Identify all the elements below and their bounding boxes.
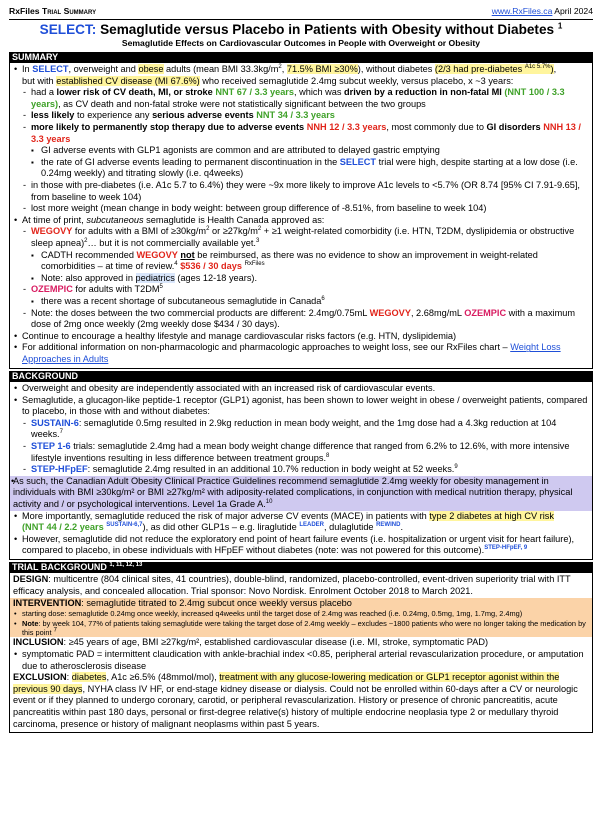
summary-sub-cv-risk: - had a lower risk of CV death, MI, or stroke NNT 67 / 3.3 years, which was driven by a reduction in non-fatal MI (NNT 100 / 3.3 years), as CV death and non-fatal stroke were not statistically significant between the two groups xyxy=(13,87,589,110)
summary-shortage: ▪ there was a recent shortage of subcutaneous semaglutide in Canada$^6$ xyxy=(13,296,589,308)
summary-bullet-approval: • At time of print, subcutaneous semaglutide is Health Canada approved as: xyxy=(13,215,589,227)
summary-wegovy: - WEGOVY for adults with a BMI of $\ge 30kg/m^2$ or $\ge 27kg/m^2 + \ge 1$ weight-related comorbidity (i.e. HTN, T2DM, dyslipidemia or obstructive sleep apnea)$^2$… but it is not commercially available yet.$^3$ xyxy=(13,226,589,249)
website-link[interactable]: www.RxFiles.ca xyxy=(491,6,553,16)
document-page xyxy=(9,0,593,733)
background-bullet-semaglutide: • Semaglutide, a glucagon-like peptide-1 receptor (GLP1) agonist, has been shown to lower weight in obese / overweight patients, compared to placebo, in those with and without diabetes: xyxy=(13,395,589,418)
summary-sub-discontinue: - more likely to permanently stop therapy due to adverse events NNH 12 / 3.3 years, most commonly due to GI disorders NNH 13 / 3.3 years xyxy=(13,122,589,145)
background-hfpef: - STEP-HFpEF: semaglutide 2.4mg resulted in an additional 10.7% reduction in body weight at 52 weeks.$^9$ xyxy=(13,464,589,476)
background-step: - STEP 1-6 trials: semaglutide 2.4mg had a mean body weight change difference that ranged from 6.2% to 12.6%, with more intensive lifestyle inventions resulting in less difference between treatment groups.$^8$ xyxy=(13,441,589,464)
page-subtitle: Semaglutide Effects on Cardiovascular Outcomes in People with Overweight or Obesity xyxy=(121,37,481,48)
background-bullet-risk: • Overweight and obesity are independently associated with an increased risk of cardiovascular events. xyxy=(13,383,589,395)
background-guideline: • As such, the Canadian Adult Obesity Clinical Practice Guidelines recommend semaglutide 2.4mg weekly for obesity management in individuals with BMI ≥30kg/m² or BMI ≥27kg/m² with adiposity-related complications, in conjunction with medical nutrition therapy, physical activity and / or psychological interventions. Level 1a Grade A.$^{10}$ xyxy=(10,476,592,511)
trial-inclusion: INCLUSION: ≥45 years of age, BMI ≥27kg/m², established cardiovascular disease (i.e. MI, stroke, symptomatic PAD) xyxy=(13,637,489,648)
summary-bullet-select: • In SELECT, overweight and obese adults (mean BMI $33.3kg/m^2$, 71.5% BMI ≥30%), without diabetes (2/3 had pre-diabetes $^{A1c 5.7\%}$), but with established CV disease (MI 67.6%) who received semaglutide 2.4mg subcut weekly, versus placebo, x ~3 years: xyxy=(13,64,589,87)
summary-heading: SUMMARY xyxy=(9,52,593,64)
summary-gi-note: ▪ GI adverse events with GLP1 agonists are common and are attributed to delayed gastric emptying xyxy=(13,145,589,157)
intervention-titration: • starting dose: semaglutide 0.24mg once weekly, increased q4weeks until the target dose of 2.4mg was reached (i.e. 0.24mg, 0.5mg, 1mg, 1.7mg, 2.4mg) xyxy=(13,609,589,618)
summary-bullet-lifestyle: • Continue to encourage a healthy lifestyle and manage cardiovascular risks factors (e.g. HTN, dyslipidemia) xyxy=(13,331,589,343)
background-heading: BACKGROUND xyxy=(9,371,593,383)
intervention-note: • Note: by week 104, 77% of patients taking semaglutide were taking the target dose of 2.4mg weekly – excludes ~1800 patients who were no longer taking the medication by this point $^7$ xyxy=(13,619,589,638)
trial-heading: TRIAL BACKGROUND $^{1, 11, 12, 13}$ xyxy=(9,562,593,574)
summary-sub-weight: - lost more weight (mean change in body weight: between group difference of -8.51%, from baseline to week 104) xyxy=(13,203,589,215)
trial-design: DESIGN: multicentre (804 clinical sites, 41 countries), double-blind, randomized, placebo-controlled, event-driven superiority trial with ITT efficacy analysis, and concealed allocation. Trial sponsor: Novo Nordisk. Enrolment October 2018 to March 2021. xyxy=(13,574,571,597)
summary-ozempic: - OZEMPIC for adults with $T2DM^5$ xyxy=(13,284,589,296)
background-section xyxy=(9,382,593,560)
summary-pediatrics: ▪ Note: also approved in pediatrics (ages 12-18 years). xyxy=(13,273,589,285)
summary-bullet-link: • For additional information on non-pharmacologic and pharmacologic approaches to weight loss, see our RxFiles chart – Weight Loss Approaches in Adults xyxy=(13,342,589,365)
inclusion-pad: • symptomatic PAD = intermittent claudication with ankle-brachial index <0.85, peripheral arterial revascularization procedure, or amputation due to atherosclerosis disease xyxy=(13,649,589,672)
summary-sub-sae: - less likely to experience any serious adverse events NNT 34 / 3.3 years xyxy=(13,110,589,122)
summary-cadth: ▪ CADTH recommended WEGOVY not be reimbursed, as there was no evidence to show an improvement in weight-related comorbidities – at time of review.$^4$ $536 / 30 days $^{RxFiles}$ xyxy=(13,250,589,273)
summary-doses: - Note: the doses between the two commercial products are different: 2.4mg/0.75mL WEGOVY, 2.68mg/mL OZEMPIC with a maximum dose of 2mg once weekly (2mg weekly dose $434 / 30 days). xyxy=(13,308,589,331)
header-right xyxy=(492,6,593,18)
page-title: SELECT: Semaglutide versus Placebo in Patients with Obesity without Diabetes $^1$ xyxy=(39,21,563,37)
background-hf: • However, semaglutide did not reduce the exploratory end point of heart failure events (i.e. hospitalization or urgent visit for heart failure), compared to placebo, in obese individuals with HFpEF without diabetes (note: was not powered for this outcome).$^{STEP-HFpEF, 9}$ xyxy=(13,534,589,557)
brand: RxFiles Trial Summary xyxy=(9,6,97,16)
weight-loss-chart-link[interactable]: Weight Loss Approaches in Adults xyxy=(22,342,561,364)
background-mace: • More importantly, semaglutide reduced the risk of major adverse CV events (MACE) in patients with type 2 diabetes at high CV risk (NNT 44 / 2.2 years $^{SUSTAIN-6,7}$), as did other GLP1s – e.g. liraglutide $^{LEADER}$, dulaglutide $^{REWIND}$. xyxy=(13,511,589,534)
summary-sub-prediabetes: - in those with pre-diabetes (i.e. A1c 5.7 to 6.4%) they were ~9x more likely to improve A1c levels to <5.7% (OR 8.74 [95% CI 7.91-9.65], from baseline to week 104) xyxy=(13,180,589,203)
header-bar xyxy=(9,6,593,20)
summary-section xyxy=(9,63,593,368)
print-date: April 2024 xyxy=(554,6,593,16)
trial-section xyxy=(9,573,593,733)
summary-gi-rate: ▪ the rate of GI adverse events leading to permanent discontinuation in the SELECT trial were high, despite starting at a low dose (i.e. 0.24mg weekly) and titrating slowly (i.e. q4weeks) xyxy=(13,157,589,180)
trial-exclusion: EXCLUSION: diabetes, A1c ≥6.5% (48mmol/mol), treatment with any glucose-lowering medication or GLP1 receptor agonist within the previous 90 days, NYHA class IV HF, or end-stage kidney disease or dialysis. Could not be enrolled within 60-days after a CV or neurologic event or if they planned to undergo coronary, carotid, or peripheral revascularization. History or presence of chronic pancreatitis, acute pancreatitis within past 180 days, personal or first-degree relative(s) history of multiple endocrine neoplasia type 2 or medullary thyroid carcinoma, presence or history of malignant neoplasms within past 5 years. xyxy=(13,672,578,729)
trial-intervention: INTERVENTION: semaglutide titrated to 2.4mg subcut once weekly versus placebo • starting dose: semaglutide 0.24mg once weekly, increased q4weeks until the target dose of 2.4mg was reached (i.e. 0.24mg, 0.5mg, 1mg, 1.7mg, 2.4mg) • Note: by week 104, 77% of patients taking semaglutide were taking the target dose of 2.4mg weekly – excludes ~1800 patients who were no longer taking the medication by this point $^7$ xyxy=(10,598,592,638)
background-sustain6: - SUSTAIN-6: semaglutide 0.5mg resulted in 2.9kg reduction in mean body weight, and the 1mg dose had a 4.3kg reduction at 104 weeks.$^7$ xyxy=(13,418,589,441)
